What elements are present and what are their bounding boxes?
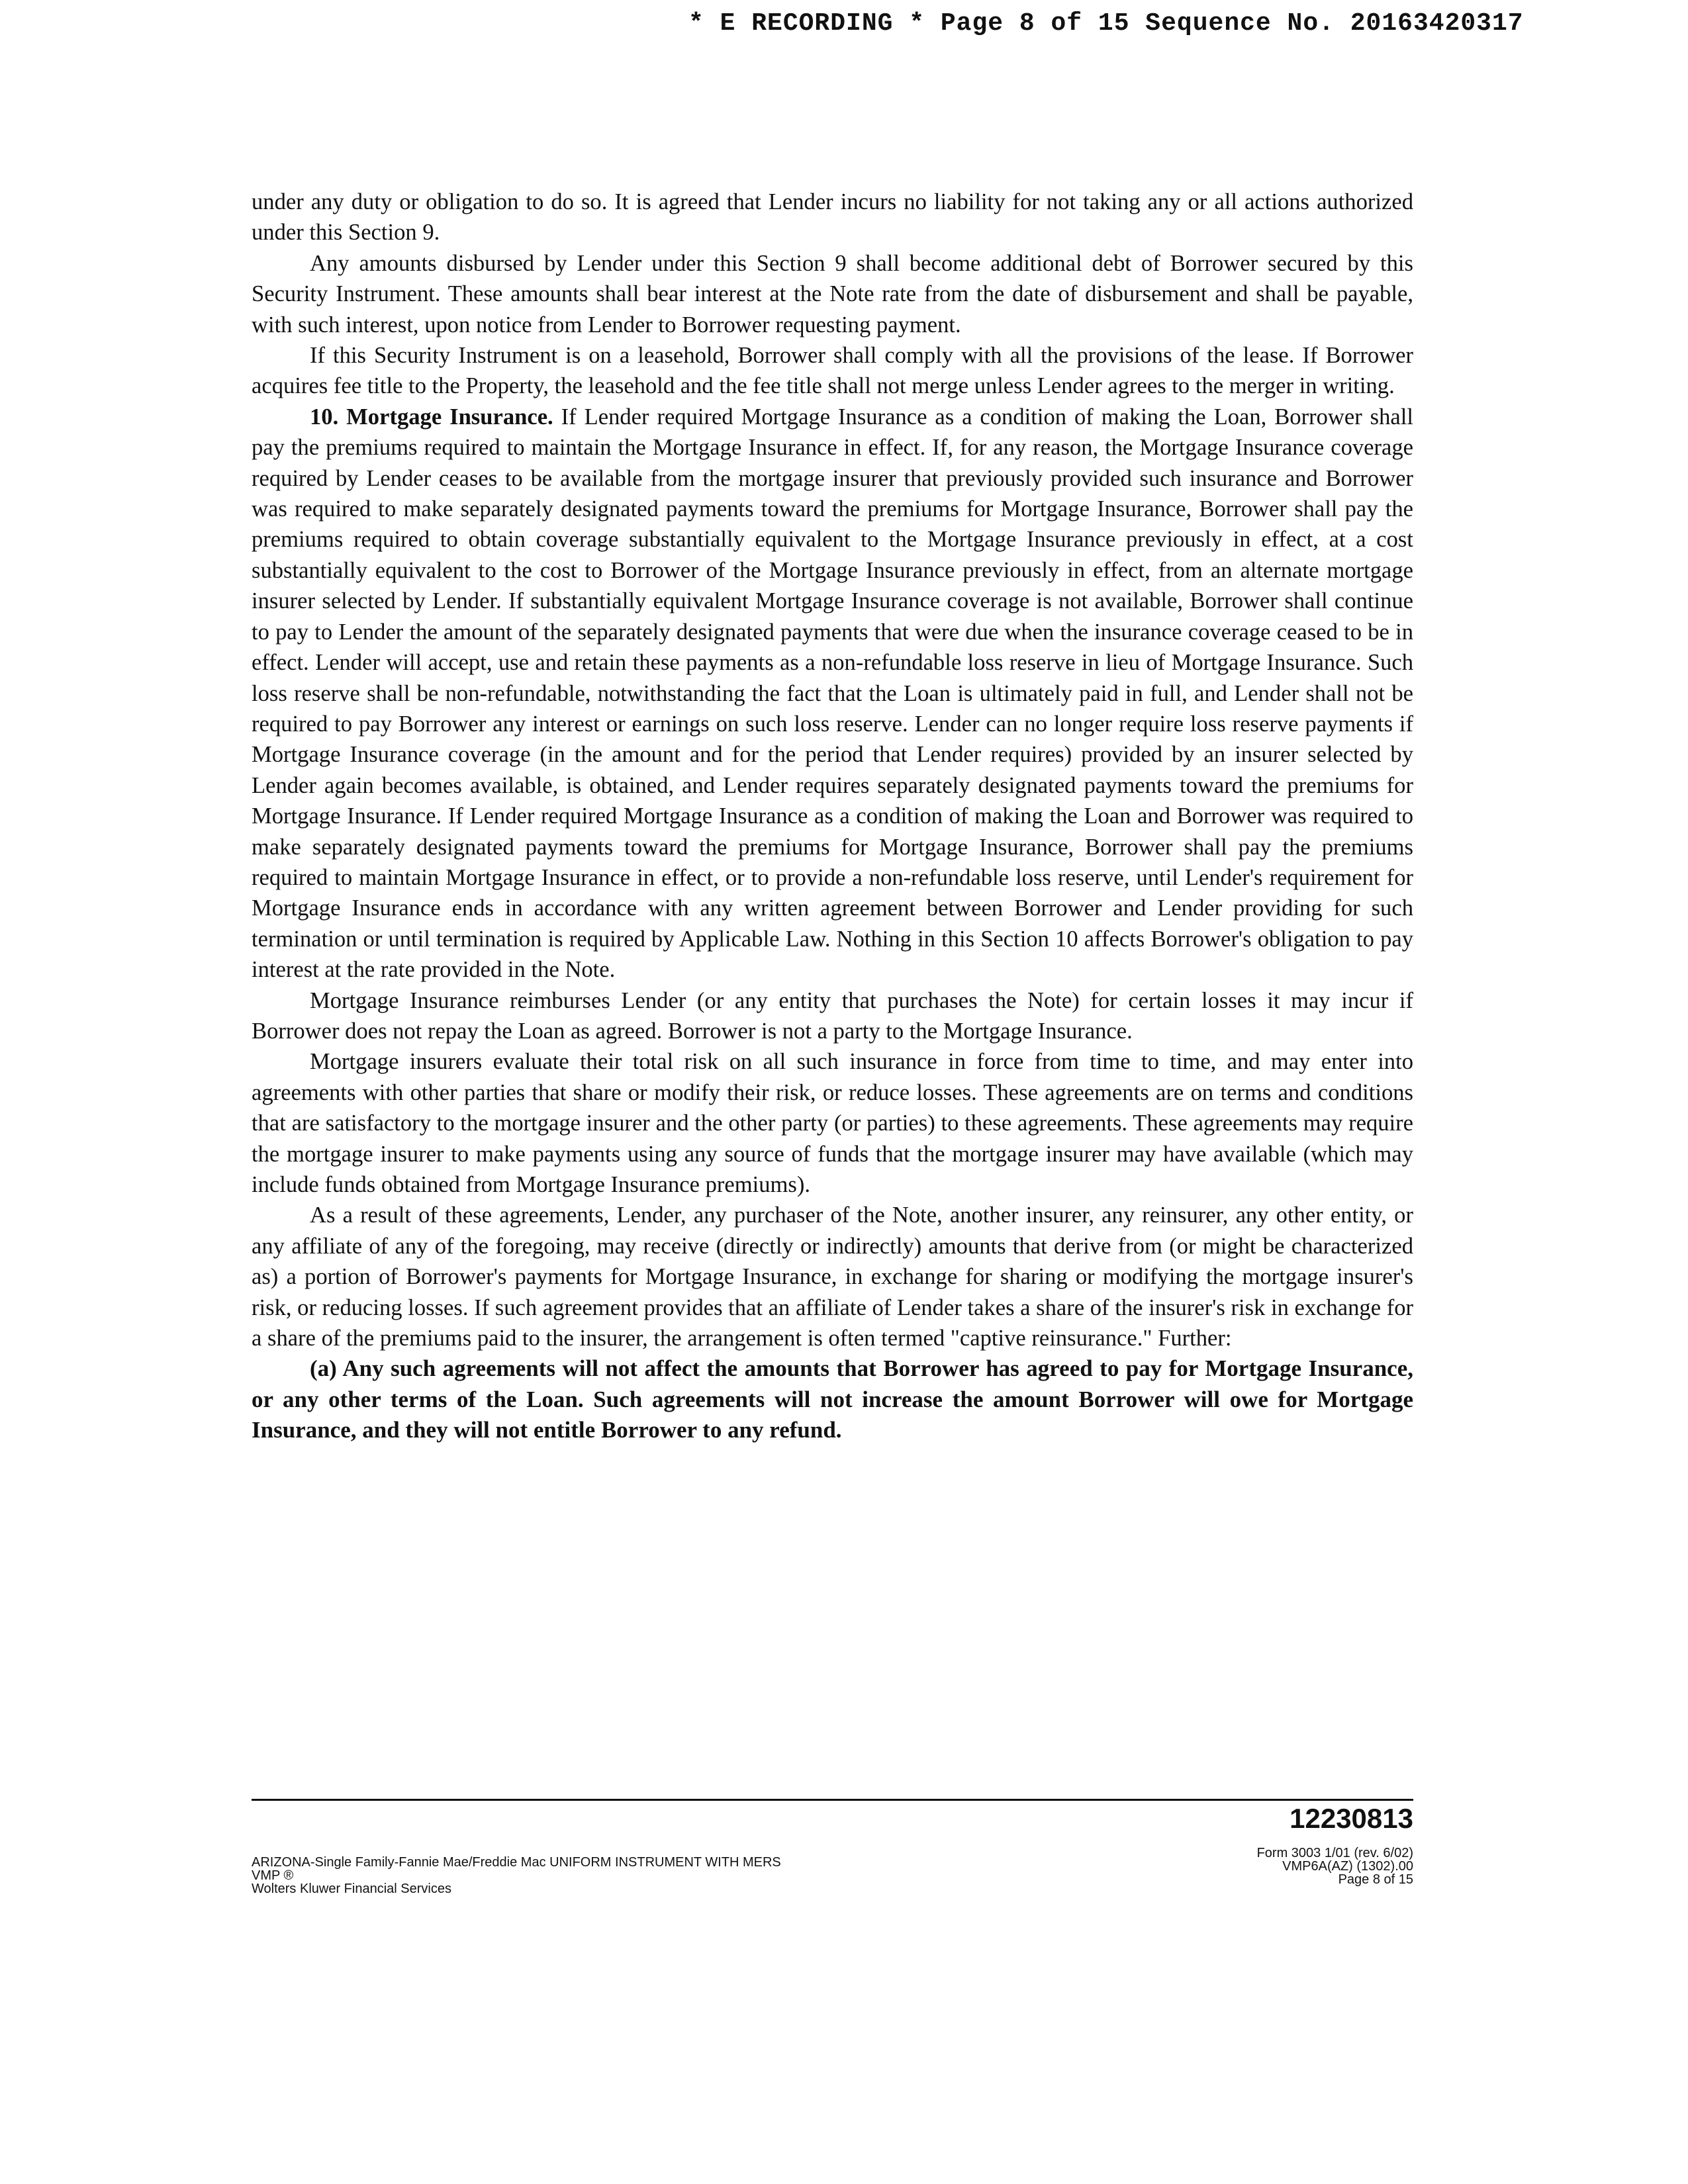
document-body — [252, 187, 1413, 1446]
footer-form-number — [1257, 1846, 1413, 1886]
footer-page-number: Page 8 of 15 — [1338, 1872, 1413, 1887]
paragraph-leasehold: If this Security Instrument is on a leasehold, Borrower shall comply with all the provisions of the lease. If Borrower acquires fee title to the Property, the leasehold and the fee title shall not merge unless Lender agrees to the merger in writing. — [252, 343, 1413, 399]
footer-vmp-code: VMP6A(AZ) (1302).00 — [1282, 1859, 1413, 1874]
footer-form-code: Form 3003 1/01 (rev. 6/02) — [1256, 1846, 1413, 1860]
section10-heading: 10. Mortgage Insurance. — [310, 404, 553, 430]
paragraph-disbursed-amounts: Any amounts disbursed by Lender under this Section 9 shall become additional debt of Borrower secured by this Security Instrument. These amounts shall bear interest at the Note rate from the date of disbursement and shall be payable, with such interest, upon notice from Lender to Borrower requesting payment. — [252, 250, 1413, 338]
paragraph-mi-risk: Mortgage insurers evaluate their total risk on all such insurance in force from time to time, and may enter into agreements with other parties that share or modify their risk, or reduce losses. These agreements are on terms and conditions that are satisfactory to the mortgage insurer and the other party (or parties) to these agreements. These agreements may require the mortgage insurer to make payments using any source of funds that the mortgage insurer may have available (which may include funds obtained from Mortgage Insurance premiums). — [252, 1049, 1413, 1197]
paragraph-mi-reimburses: Mortgage Insurance reimburses Lender (or any entity that purchases the Note) for certain losses it may incur if Borrower does not repay the Loan as agreed. Borrower is not a party to the Mortgage Insurance. — [252, 987, 1413, 1044]
paragraph-clause-a: (a) Any such agreements will not affect the amounts that Borrower has agreed to pay for Mortgage Insurance, or any other terms of the Loan. Such agreements will not increase the amount Borrower will owe for Mortgage Insurance, and they will not entitle Borrower to any refund. — [252, 1355, 1413, 1443]
loan-number: 12230813 — [1289, 1803, 1413, 1834]
footer-publisher: Wolters Kluwer Financial Services — [252, 1882, 451, 1896]
footer-instrument-title: ARIZONA-Single Family-Fannie Mae/Freddie Mac UNIFORM INSTRUMENT WITH MERS — [252, 1855, 781, 1870]
footer-divider — [252, 1799, 1413, 1801]
footer-vmp: VMP ® — [252, 1868, 294, 1883]
paragraph-section9-end: under any duty or obligation to do so. It is agreed that Lender incurs no liability for not taking any or all actions authorized under this Section 9. — [252, 189, 1413, 246]
paragraph-section10 — [252, 402, 1413, 985]
footer-form-info — [252, 1856, 781, 1895]
paragraph-captive-reinsurance: As a result of these agreements, Lender, any purchaser of the Note, another insurer, any reinsurer, any other entity, or any affiliate of any of the foregoing, may receive (directly or indirectly) amounts that derive from (or might be characterized as) a portion of Borrower's payments for Mortgage Insurance, in exchange for sharing or modifying the mortgage insurer's risk, or reducing losses. If such agreement provides that an affiliate of Lender takes a share of the insurer's risk in exchange for a share of the premiums paid to the insurer, the arrangement is often termed "captive reinsurance." Further: — [252, 1203, 1414, 1351]
recording-stamp: * E RECORDING * Page 8 of 15 Sequence No. 20163420317 — [688, 9, 1524, 38]
section10-text: If Lender required Mortgage Insurance as a condition of making the Loan, Borrower shall pay the premiums required to maintain the Mortgage Insurance in effect. If, for any reason, the Mortgage Insurance coverage required by Lender ceases to be available from the mortgage insurer that previously provided such insurance and Borrower was required to make separately designated payments toward the premiums for Mortgage Insurance, Borrower shall pay the premiums required to obtain coverage substantially equivalent to the Mortgage Insurance previously in effect, at a cost substantially equivalent to the cost to Borrower of the Mortgage Insurance previously in effect, from an alternate mortgage insurer selected by Lender. If substantially equivalent Mortgage Insurance coverage is not available, Borrower shall continue to pay to Lender the amount of the separately designated payments that were due when the insurance coverage ceased to be in effect. Lender will accept, use and retain these payments as a non-refundable loss reserve in lieu of Mortgage Insurance. Such loss reserve shall be non-refundable, notwithstanding the fact that the Loan is ultimately paid in full, and Lender shall not be required to pay Borrower any interest or earnings on such loss reserve. Lender can no longer require loss reserve payments if Mortgage Insurance coverage (in the amount and for the period that Lender requires) provided by an insurer selected by Lender again becomes available, is obtained, and Lender requires separately designated payments toward the premiums for Mortgage Insurance. If Lender required Mortgage Insurance as a condition of making the Loan and Borrower was required to make separately designated payments toward the premiums for Mortgage Insurance, Borrower shall pay the premiums required to maintain Mortgage Insurance in effect, or to provide a non-refundable loss reserve, until Lender's requirement for Mortgage Insurance ends in accordance with any written agreement between Borrower and Lender providing for such termination or until termination is required by Applicable Law. Nothing in this Section 10 affects Borrower's obligation to pay interest at the rate provided in the Note. — [252, 404, 1413, 983]
